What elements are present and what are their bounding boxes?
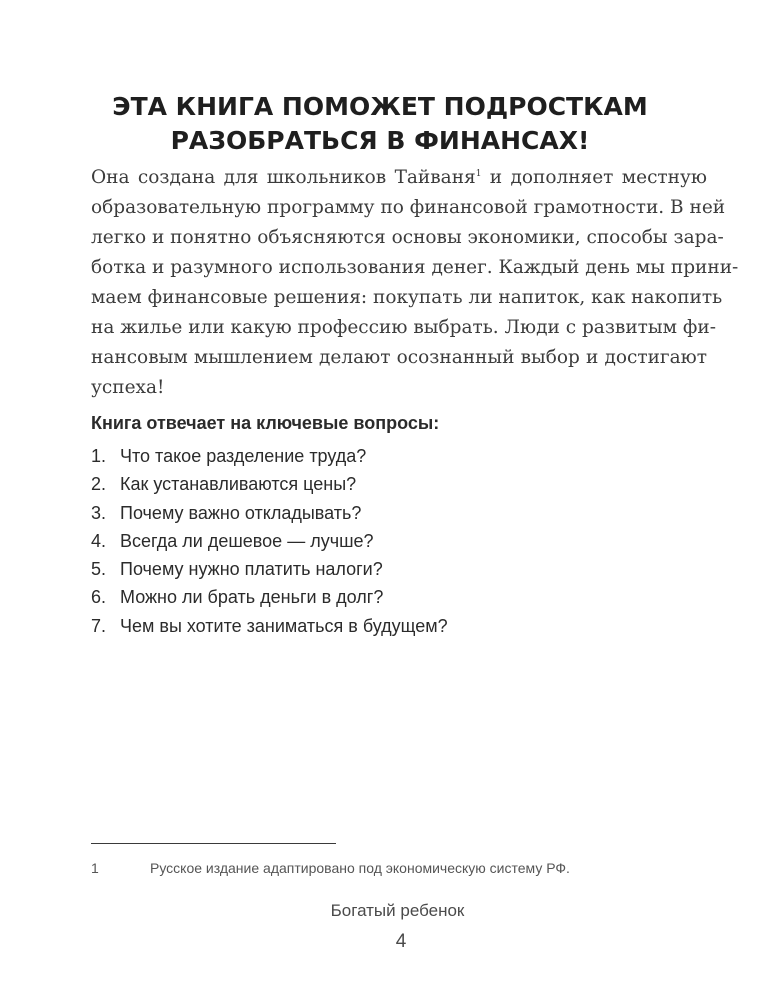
- page-title: [70, 90, 690, 158]
- footnote-number: 1: [91, 860, 99, 876]
- list-item-number: 6.: [91, 587, 107, 608]
- list-item-number: 1.: [91, 446, 107, 466]
- list-item: [91, 527, 448, 555]
- list-item-text: Почему нужно платить налоги?: [120, 559, 383, 580]
- title-line-1: ЭТА КНИГА ПОМОЖЕТ ПОДРОСТКАМ: [112, 92, 648, 121]
- intro-line-8: успеха!: [91, 377, 165, 398]
- list-item-text: Чем вы хотите заниматься в будущем?: [120, 615, 448, 636]
- list-item-number: 7.: [91, 615, 107, 636]
- list-item: [91, 470, 448, 498]
- intro-line-2: образовательную программу по финансовой грамотности. В ней: [91, 197, 726, 218]
- intro-paragraph: [91, 163, 739, 403]
- title-line-2: РАЗОБРАТЬСЯ В ФИНАНСАХ!: [170, 126, 590, 155]
- intro-line-6: на жилье или какую профессию выбрать. Люди с развитым фи-: [91, 317, 716, 338]
- intro-line-1-text-end: и дополняет местную: [481, 167, 707, 188]
- list-item-text: Как устанавливаются цены?: [120, 474, 357, 495]
- page-number: 4: [395, 931, 407, 952]
- intro-line-7: нансовым мышлением делают осознанный выбор и достигают: [91, 347, 707, 368]
- questions-heading: Книга отвечает на ключевые вопросы:: [91, 413, 440, 433]
- questions-list: [91, 442, 448, 640]
- list-item: [91, 612, 448, 640]
- intro-line-1: [91, 163, 707, 193]
- list-item-number: 2.: [91, 474, 107, 495]
- list-item-text: Всегда ли дешевое — лучше?: [120, 530, 374, 551]
- list-item-text: Почему важно откладывать?: [120, 502, 362, 523]
- footnote-ref-mark[interactable]: 1: [475, 168, 482, 179]
- list-item-text: Можно ли брать деньги в долг?: [120, 587, 384, 608]
- list-item-text: Что такое разделение труда?: [120, 446, 367, 466]
- intro-line-4: ботка и разумного использования денег. Каждый день мы прини-: [91, 257, 739, 278]
- list-item-number: 3.: [91, 502, 107, 523]
- list-item: [91, 583, 448, 611]
- footnote: [91, 859, 570, 877]
- list-item: [91, 442, 448, 470]
- list-item-number: 4.: [91, 530, 107, 551]
- intro-line-3: легко и понятно объясняются основы экономики, способы зара-: [91, 227, 724, 248]
- running-footer: Богатый ребенок: [330, 901, 465, 920]
- list-item-number: 5.: [91, 559, 107, 580]
- list-item: [91, 499, 448, 527]
- intro-line-1-text: Она создана для школьников Тайваня: [91, 167, 476, 188]
- intro-line-5: маем финансовые решения: покупать ли напиток, как накопить: [91, 287, 723, 308]
- footnote-divider: [91, 843, 336, 844]
- list-item: [91, 555, 448, 583]
- footnote-text: Русское издание адаптировано под экономическую систему РФ.: [150, 860, 570, 876]
